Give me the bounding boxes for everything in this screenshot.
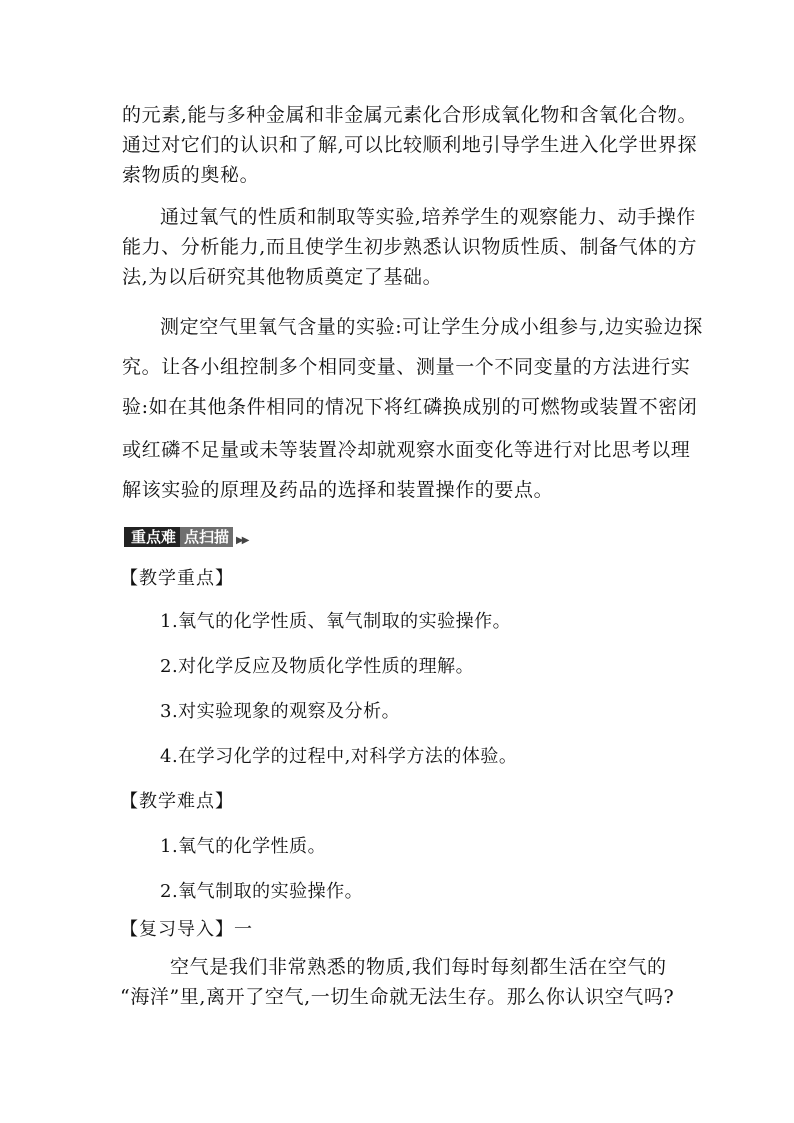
double-arrow-icon: ▶▶: [236, 535, 248, 546]
difficult-points-heading: 【教学难点】: [120, 791, 234, 812]
review-heading: 【复习导入】一: [120, 919, 253, 940]
review-line-2: “海洋”里,离开了空气,一切生命就无法生存。那么你认识空气吗?: [120, 986, 675, 1008]
paragraph2-line-3: 法,为以后研究其他物质奠定了基础。: [122, 266, 443, 288]
paragraph1-line-3: 索物质的奥秘。: [122, 164, 260, 186]
paragraph2-line-2: 能力、分析能力,而且使学生初步熟悉认识物质性质、制备气体的方: [122, 236, 698, 258]
paragraph3-line-3: 验:如在其他条件相同的情况下将红磷换成别的可燃物或装置不密闭: [122, 396, 698, 418]
section-badge-part1: 重点难: [124, 527, 180, 547]
key-point-item-4: 4.在学习化学的过程中,对科学方法的体验。: [160, 746, 518, 767]
key-point-item-1: 1.氧气的化学性质、氧气制取的实验操作。: [160, 611, 512, 632]
key-point-item-3: 3.对实验现象的观察及分析。: [160, 701, 401, 722]
paragraph1-line-1: 的元素,能与多种金属和非金属元素化合形成氧化物和含氧化合物。: [122, 104, 698, 126]
paragraph1-line-2: 通过对它们的认识和了解,可以比较顺利地引导学生进入化学世界探: [122, 134, 698, 156]
difficult-point-item-2: 2.氧气制取的实验操作。: [160, 881, 364, 902]
paragraph3-line-1: 测定空气里氧气含量的实验:可让学生分成小组参与,边实验边探: [160, 316, 703, 338]
section-badge: [124, 527, 247, 547]
paragraph3-line-2: 究。让各小组控制多个相同变量、测量一个不同变量的方法进行实: [122, 356, 691, 378]
review-line-1: 空气是我们非常熟悉的物质,我们每时每刻都生活在空气的: [170, 956, 667, 978]
key-points-heading: 【教学重点】: [120, 568, 234, 589]
section-badge-part2: 点扫描: [180, 527, 233, 547]
paragraph2-line-1: 通过氧气的性质和制取等实验,培养学生的观察能力、动手操作: [160, 206, 696, 228]
key-point-item-2: 2.对化学反应及物质化学性质的理解。: [160, 656, 475, 677]
difficult-point-item-1: 1.氧气的化学性质。: [160, 836, 327, 857]
paragraph3-line-4: 或红磷不足量或未等装置冷却就观察水面变化等进行对比思考以理: [122, 439, 691, 461]
paragraph3-line-5: 解该实验的原理及药品的选择和装置操作的要点。: [122, 479, 554, 501]
